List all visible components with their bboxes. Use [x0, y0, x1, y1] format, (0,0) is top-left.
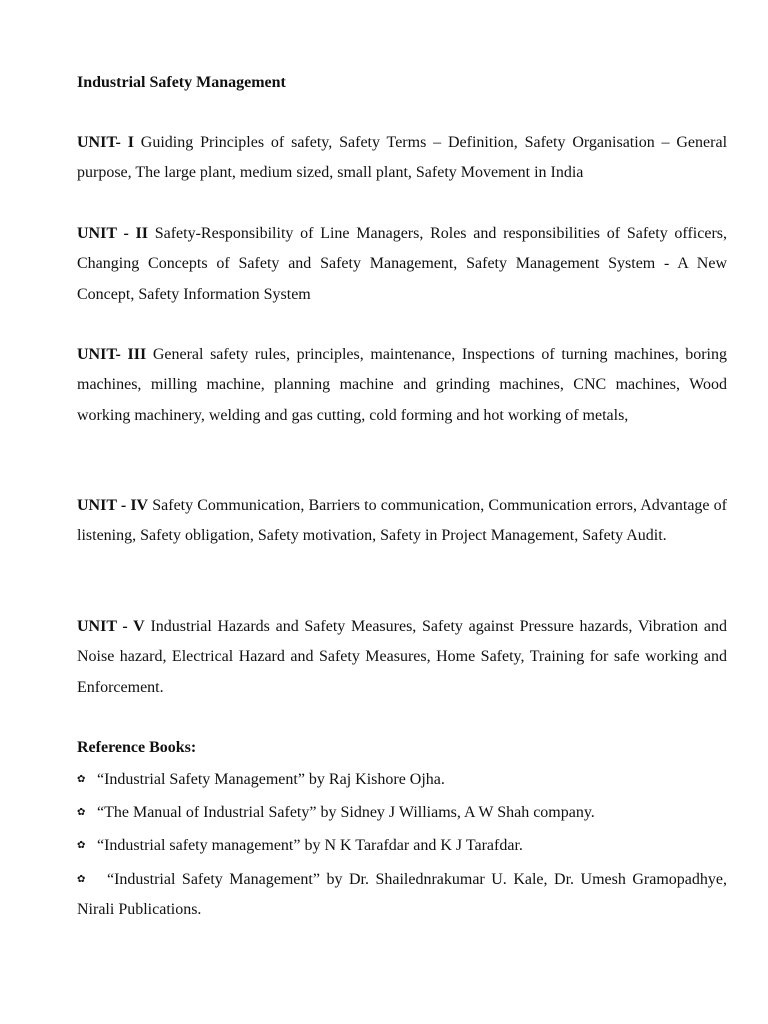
list-item	[77, 831, 727, 861]
unit-1-text: Guiding Principles of safety, Safety Terms – Definition, Safety Organisation – General purpose, The large plant, medium sized, small plant, Safety Movement in India	[77, 134, 728, 182]
document-title: Industrial Safety Management	[77, 74, 286, 91]
reference-text: “Industrial Safety Management” by Raj Kishore Ojha.	[97, 771, 445, 788]
unit-1-paragraph	[77, 128, 727, 189]
reference-text: “Industrial Safety Management” by Dr. Shailednrakumar U. Kale, Dr. Umesh Gramopadhye, Nirali Publications.	[77, 870, 727, 918]
unit-3-text: General safety rules, principles, maintenance, Inspections of turning machines, boring machines, milling machine, planning machine and grinding machines, CNC machines, Wood working machinery, welding and gas cutting, cold forming and hot working of metals,	[77, 346, 728, 424]
unit-4-text: Safety Communication, Barriers to communication, Communication errors, Advantage of listening, Safety obligation, Safety motivation, Safety in Project Management, Safety Audit.	[77, 497, 727, 545]
unit-2-label: UNIT - II	[77, 225, 148, 242]
unit-5-text: Industrial Hazards and Safety Measures, Safety against Pressure hazards, Vibration and Noise hazard, Electrical Hazard and Safety Measures, Home Safety, Training for safe working and Enforcement.	[77, 618, 727, 696]
unit-5-label: UNIT - V	[77, 618, 145, 635]
unit-4-label: UNIT - IV	[77, 497, 149, 514]
unit-2-text: Safety-Responsibility of Line Managers, Roles and responsibilities of Safety officers, Changing Concepts of Safety and Safety Management, Safety Management System - A New Concept, Safety Information System	[77, 225, 727, 303]
reference-books-heading: Reference Books:	[77, 739, 197, 756]
unit-2-paragraph	[77, 219, 727, 310]
flower-bullet-icon: ✿	[77, 840, 86, 852]
unit-1-label: UNIT- I	[77, 134, 134, 151]
reference-text: “The Manual of Industrial Safety” by Sidney J Williams, A W Shah company.	[97, 804, 595, 822]
list-item	[77, 765, 727, 795]
list-item	[77, 798, 727, 828]
flower-bullet-icon: ✿	[77, 774, 86, 785]
reference-text: “Industrial safety management” by N K Tarafdar and K J Tarafdar.	[97, 837, 523, 855]
flower-bullet-icon: ✿	[77, 873, 86, 885]
unit-5-paragraph	[77, 612, 727, 703]
unit-3-label: UNIT- III	[77, 346, 147, 363]
flower-bullet-icon: ✿	[77, 807, 86, 819]
list-item	[77, 865, 727, 926]
reference-books-list	[77, 765, 727, 928]
unit-3-paragraph	[77, 340, 727, 431]
unit-4-paragraph	[77, 491, 727, 552]
